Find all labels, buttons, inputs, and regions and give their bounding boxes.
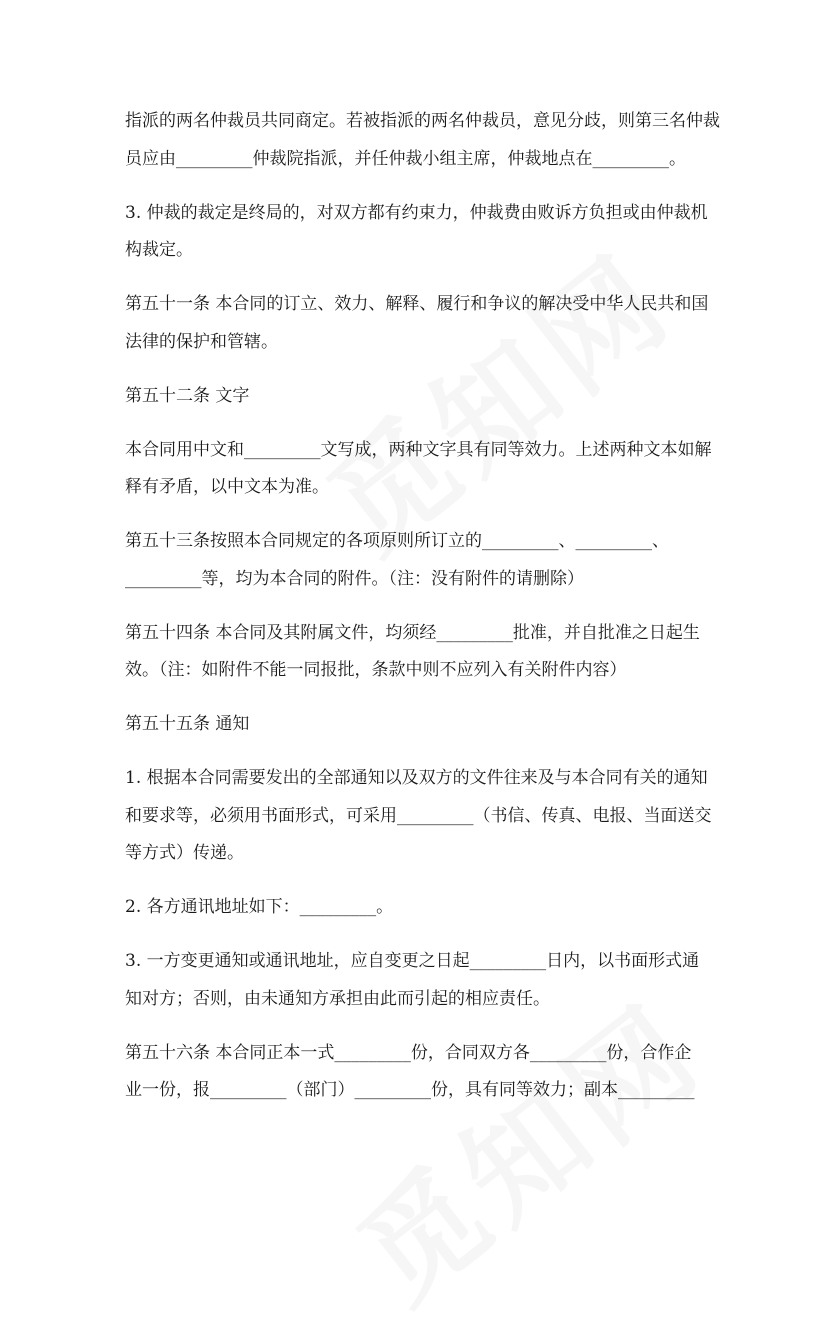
text-line: 第五十四条 本合同及其附属文件，均须经_________批准，并自批准之日起生 [125,622,700,643]
text-line: 员应由_________仲裁院指派，并任仲裁小组主席，仲裁地点在_________。 [125,148,686,169]
paragraph-language [125,432,715,507]
text-line: 等方式）传递。 [125,843,244,863]
paragraph-article-52-heading [125,378,715,416]
text-line: 业一份，报_________（部门）_________份，具有同等效力；副本_________ [125,1080,695,1100]
paragraph-arbitrator-appointment [125,103,720,178]
text-line: 法律的保护和管辖。 [125,331,278,352]
document-body [125,103,720,1126]
paragraph-arbitration-final [125,195,715,270]
text-line: 知对方；否则，由未通知方承担由此而引起的相应责任。 [125,988,550,1009]
text-line: 第五十二条 文字 [125,385,250,406]
paragraph-article-51 [125,286,715,361]
paragraph-article-56 [125,1035,715,1110]
text-line: 第五十一条 本合同的订立、效力、解释、履行和争议的解决受中华人民共和国 [125,294,709,314]
text-line: 指派的两名仲裁员共同商定。若被指派的两名仲裁员，意见分歧，则第三名仲裁 [125,111,720,131]
text-line: 第五十六条 本合同正本一式_________份，合同双方各_________份，合作企 [125,1042,692,1063]
paragraph-article-55-heading [125,706,715,744]
paragraph-address-change [125,943,715,1018]
text-line: 3. 一方变更通知或通讯地址，应自变更之日起_________日内，以书面形式通 [125,951,700,971]
text-line: 第五十三条按照本合同规定的各项原则所订立的_________、_________、 [125,531,669,551]
text-line: 构裁定。 [125,240,193,260]
text-line: 和要求等，必须用书面形式，可采用_________（书信、传真、电报、当面送交 [125,805,712,826]
text-line: 释有矛盾，以中文本为准。 [125,477,329,497]
paragraph-article-54 [125,615,715,690]
text-line: 1. 根据本合同需要发出的全部通知以及双方的文件往来及与本合同有关的通知 [125,768,708,788]
text-line: 效。（注：如附件不能一同报批，条款中则不应列入有关附件内容） [125,660,627,680]
text-line: 本合同用中文和_________文写成，两种文字具有同等效力。上述两种文本如解 [125,439,712,460]
text-line: _________等，均为本合同的附件。（注：没有附件的请删除） [125,568,584,589]
paragraph-addresses [125,889,715,927]
text-line: 第五十五条 通知 [125,714,250,734]
text-line: 3. 仲裁的裁定是终局的，对双方都有约束力，仲裁费由败诉方负担或由仲裁机 [125,202,708,223]
text-line: 2. 各方通讯地址如下：_________。 [125,897,394,917]
paragraph-notice-form [125,760,715,873]
paragraph-article-53 [125,523,715,598]
